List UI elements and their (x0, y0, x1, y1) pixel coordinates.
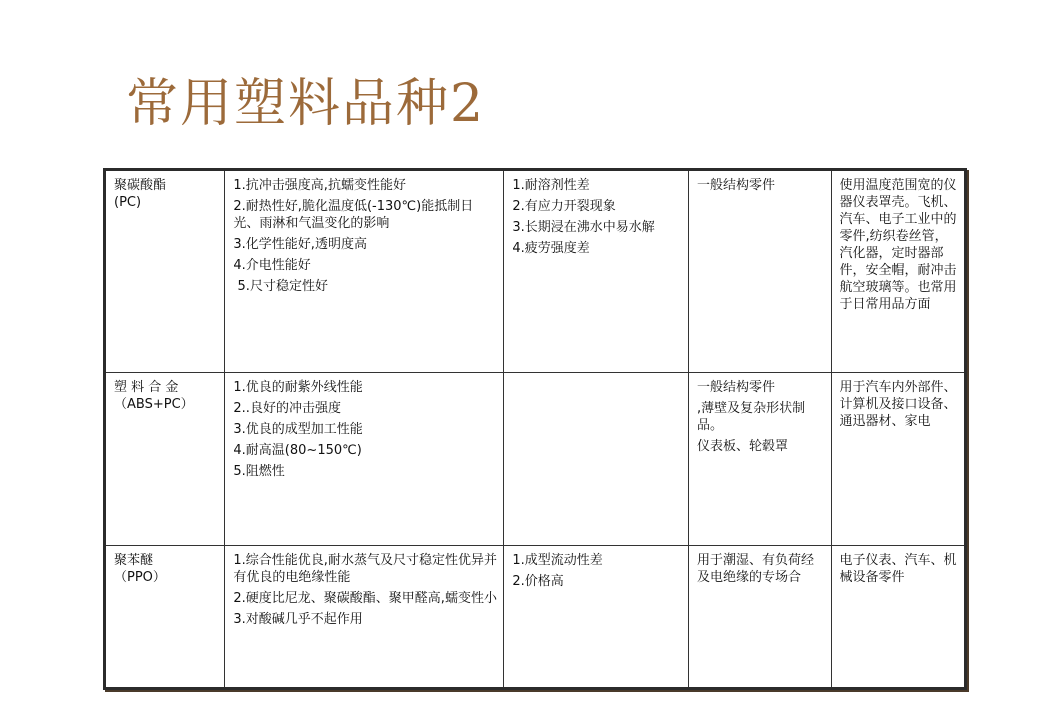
material-name-cell (105, 170, 225, 373)
advantages-cell (225, 546, 504, 689)
advantages-cell (225, 373, 504, 546)
list-item: 2.价格高 (512, 574, 564, 589)
disadvantages-cell (504, 170, 689, 373)
list-item: ,薄壁及复杂形状制品。 (697, 401, 806, 433)
applications-cell (831, 170, 966, 373)
table-row (105, 546, 966, 689)
list-item: 4.疲劳强度差 (512, 241, 590, 256)
list-item: 2.有应力开裂现象 (512, 199, 616, 214)
material-name: 聚苯醚 (114, 553, 154, 568)
disadvantages-cell (504, 373, 689, 546)
typical-parts-cell (689, 170, 831, 373)
typical-parts-cell (689, 373, 831, 546)
applications-cell (831, 546, 966, 689)
list-item: 用于潮湿、有负荷经及电绝缘的专场合 (697, 553, 815, 585)
list-item: 2..良好的冲击强度 (233, 401, 341, 416)
applications-cell (831, 373, 966, 546)
list-item: 1.耐溶剂性差 (512, 178, 590, 193)
disadvantages-cell (504, 546, 689, 689)
list-item: 3.化学性能好,透明度高 (233, 237, 367, 252)
material-abbr: （PPO） (114, 570, 166, 585)
typical-parts-cell (689, 546, 831, 689)
material-name: 塑 料 合 金 (114, 380, 179, 395)
table-row (105, 170, 966, 373)
list-item: 仪表板、轮毂罩 (697, 439, 789, 454)
material-name-cell (105, 373, 225, 546)
list-item: 2.硬度比尼龙、聚碳酸酯、聚甲醛高,蠕变性小 (233, 591, 497, 606)
page-title: 常用塑料品种2 (126, 74, 486, 134)
list-item: 1.抗冲击强度高,抗蠕变性能好 (233, 178, 406, 193)
list-item: 一般结构零件 (697, 178, 776, 193)
material-abbr: （ABS+PC） (114, 397, 194, 412)
list-item: 3.对酸碱几乎不起作用 (233, 612, 363, 627)
list-item: 2.耐热性好,脆化温度低(-130℃)能抵制日光、雨淋和气温变化的影响 (233, 199, 474, 231)
material-name-cell (105, 546, 225, 689)
list-item: 5.阻燃性 (233, 464, 285, 479)
list-item: 一般结构零件 (697, 380, 776, 395)
plastics-table (103, 168, 967, 690)
material-name: 聚碳酸酯 (114, 178, 167, 193)
list-item: 1.综合性能优良,耐水蒸气及尺寸稳定性优异并有优良的电绝缘性能 (233, 553, 497, 585)
list-item: 5.尺寸稳定性好 (233, 279, 328, 294)
list-item: 4.介电性能好 (233, 258, 311, 273)
material-abbr: (PC) (114, 195, 142, 210)
advantages-cell (225, 170, 504, 373)
list-item: 用于汽车内外部件、计算机及接口设备、通迅器材、家电 (839, 380, 957, 429)
table-row (105, 373, 966, 546)
list-item: 4.耐高温(80~150℃) (233, 443, 362, 458)
list-item: 电子仪表、汽车、机械设备零件 (839, 553, 957, 585)
list-item: 1.优良的耐紫外线性能 (233, 380, 363, 395)
list-item: 3.长期浸在沸水中易水解 (512, 220, 655, 235)
list-item: 3.优良的成型加工性能 (233, 422, 363, 437)
list-item: 1.成型流动性差 (512, 553, 603, 568)
list-item: 使用温度范围宽的仪器仪表罩壳。飞机、汽车、电子工业中的零件,纺织卷丝管，汽化器，定时器部件，安全帽，耐冲击航空玻璃等。也常用于日常用品方面 (839, 178, 957, 312)
